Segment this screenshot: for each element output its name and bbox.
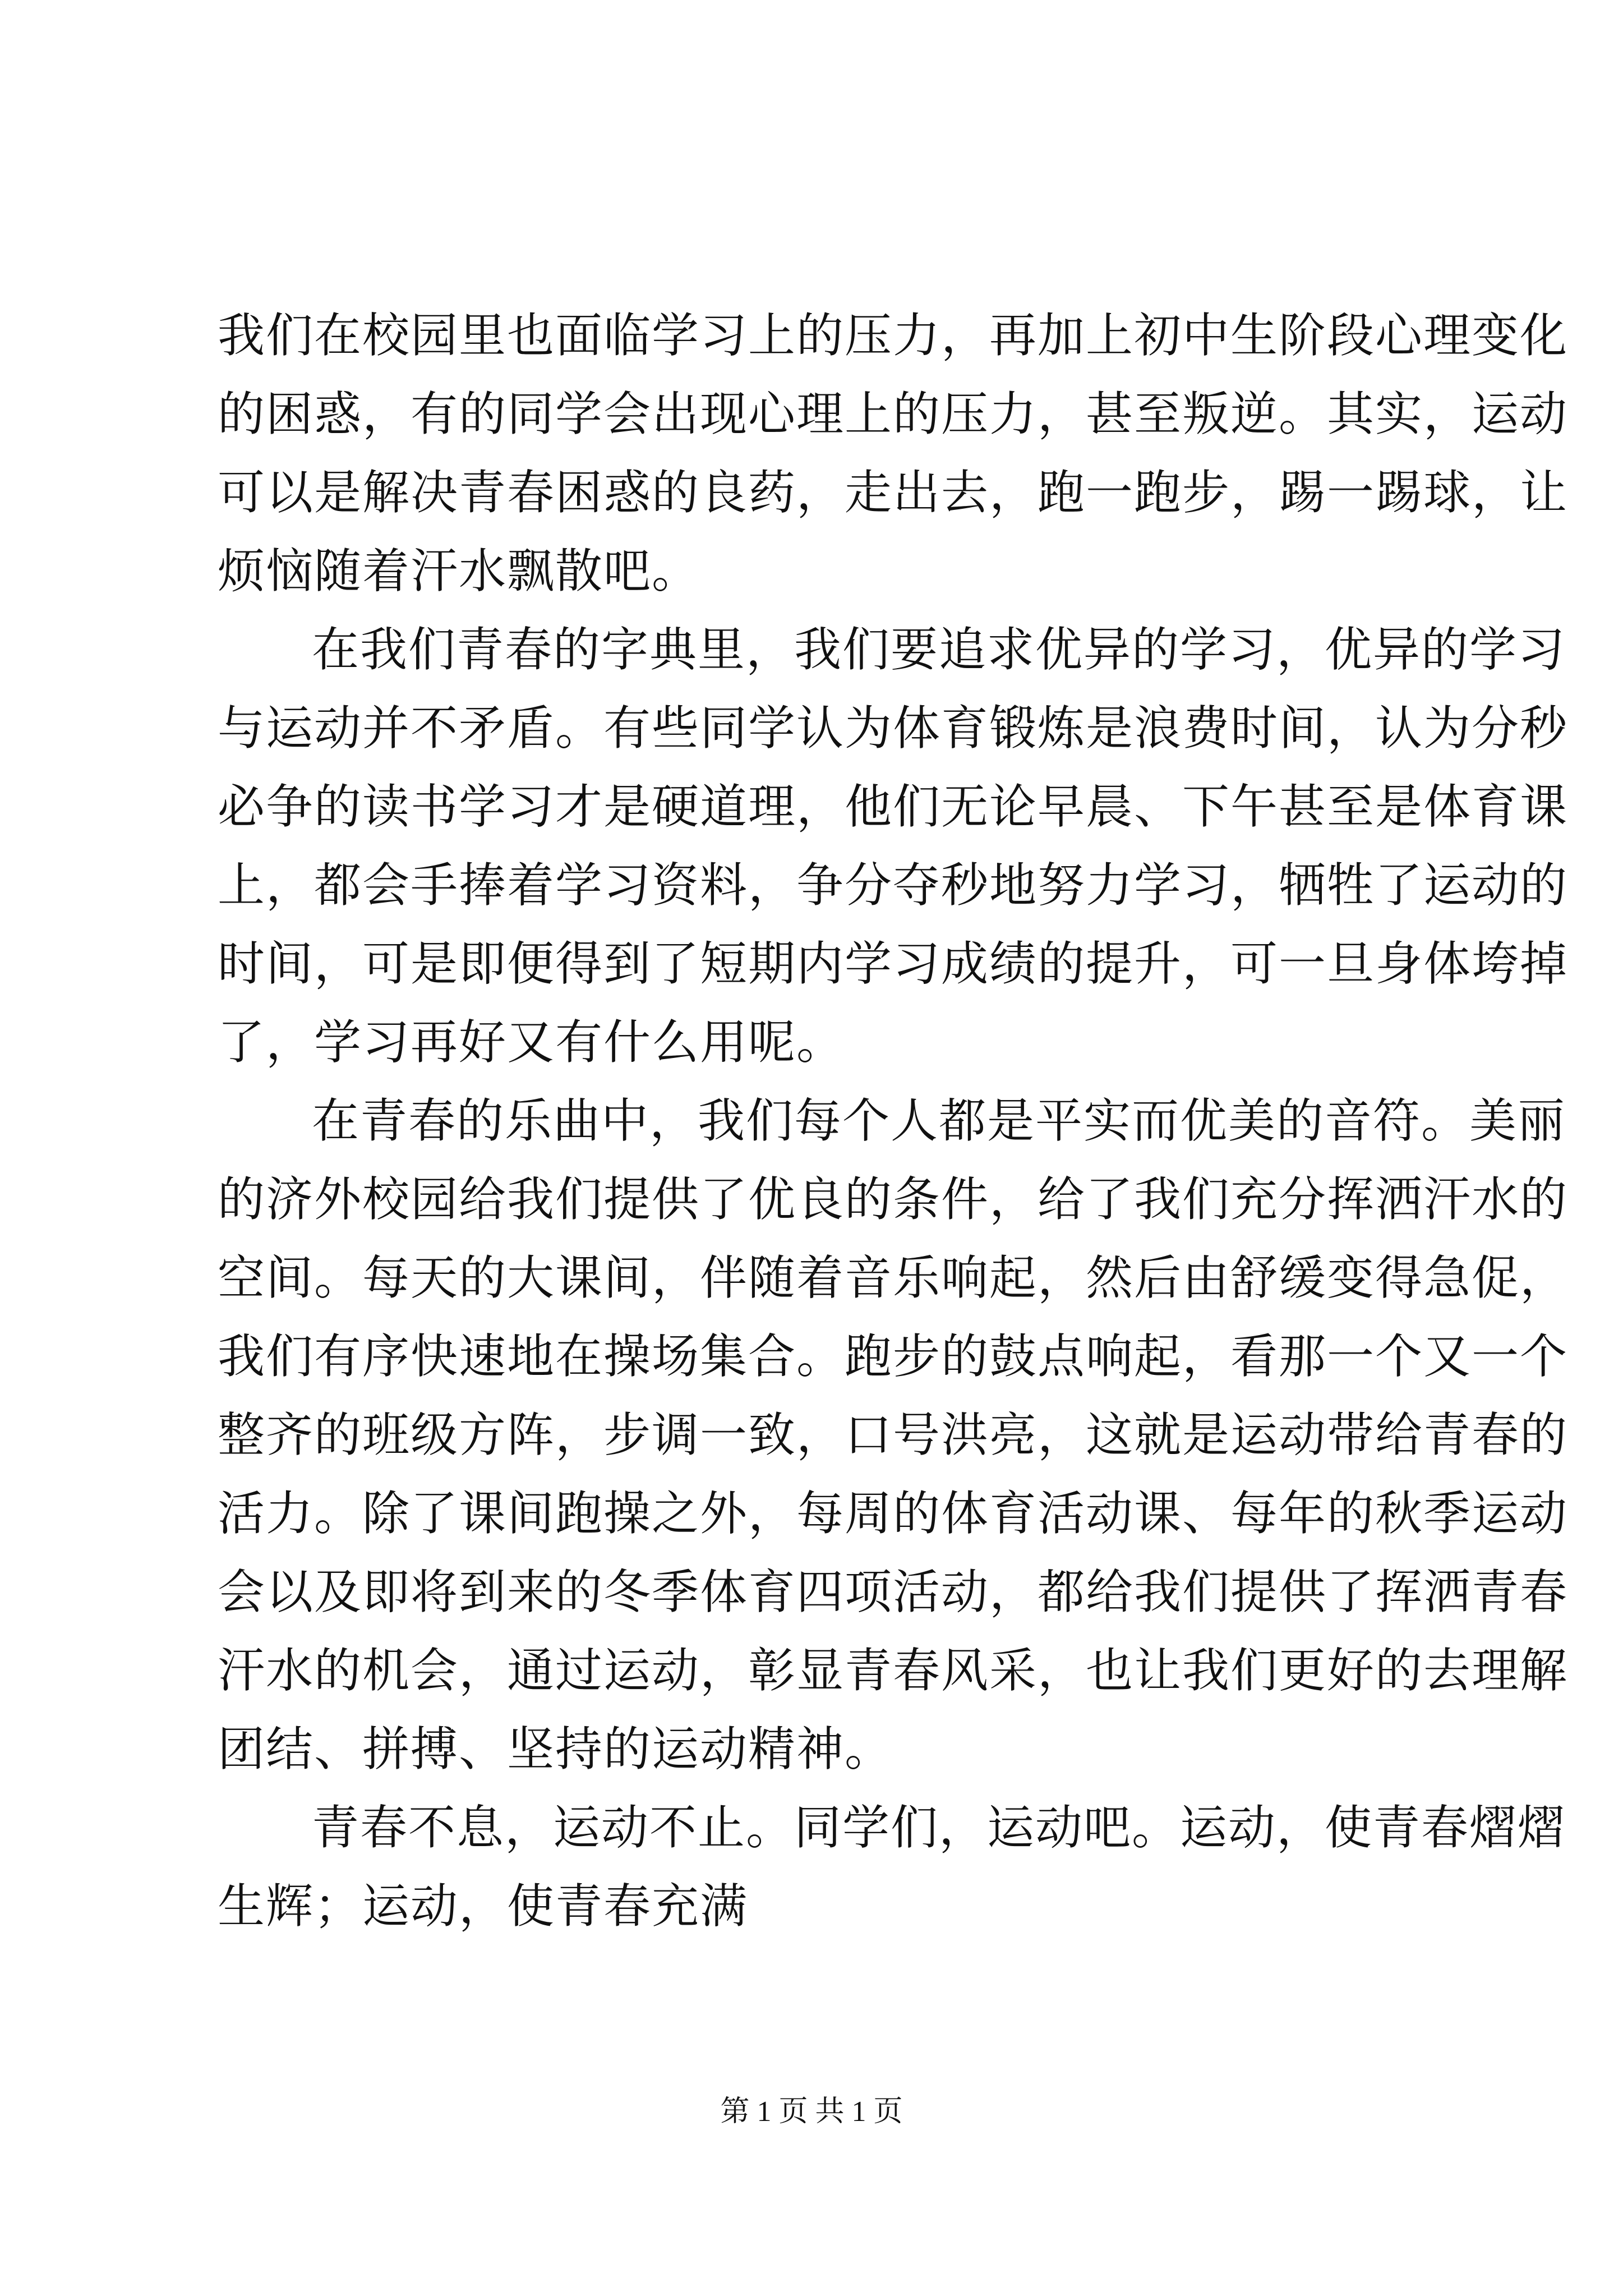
paragraph-line: 空间。每天的大课间，伴随着音乐响起，然后由舒缓变得急促， <box>218 1250 1569 1305</box>
paragraph-line: 时间，可是即便得到了短期内学习成绩的提升，可一旦身体垮掉 <box>218 936 1569 991</box>
paragraph-line: 的济外校园给我们提供了优良的条件，给了我们充分挥洒汗水的 <box>218 1172 1569 1227</box>
paragraph-4 <box>218 1788 1566 1945</box>
paragraph-line: 汗水的机会，通过运动，彰显青春风采，也让我们更好的去理解 <box>218 1643 1569 1698</box>
paragraph-line: 在青春的乐曲中，我们每个人都是平实而优美的音符。美丽 <box>312 1093 1566 1148</box>
page-footer <box>0 2092 1623 2132</box>
paragraph-line: 我们在校园里也面临学习上的压力，再加上初中生阶段心理变化 <box>218 308 1569 363</box>
paragraph-line: 与运动并不矛盾。有些同学认为体育锻炼是浪费时间，认为分秒 <box>218 701 1569 756</box>
paragraph-1 <box>218 296 1569 610</box>
paragraph-line: 青春不息，运动不止。同学们，运动吧。运动，使青春熠熠 <box>312 1800 1566 1855</box>
paragraph-line: 必争的读书学习才是硬道理，他们无论早晨、下午甚至是体育课 <box>218 779 1569 834</box>
paragraph-line: 会以及即将到来的冬季体育四项活动，都给我们提供了挥洒青春 <box>218 1565 1569 1619</box>
paragraph-line: 了，学习再好又有什么用呢。 <box>218 1015 845 1070</box>
paragraph-line: 我们有序快速地在操场集合。跑步的鼓点响起，看那一个又一个 <box>218 1329 1569 1384</box>
paragraph-line: 整齐的班级方阵，步调一致，口号洪亮，这就是运动带给青春的 <box>218 1407 1569 1462</box>
paragraph-line: 活力。除了课间跑操之外，每周的体育活动课、每年的秋季运动 <box>218 1486 1569 1541</box>
paragraph-line: 生辉；运动，使青春充满 <box>218 1879 749 1934</box>
paragraph-line: 上，都会手捧着学习资料，争分夺秒地努力学习，牺牲了运动的 <box>218 858 1569 913</box>
document-body <box>218 296 1569 1945</box>
paragraph-line: 的困惑，有的同学会出现心理上的压力，甚至叛逆。其实，运动 <box>218 386 1569 441</box>
paragraph-line: 在我们青春的字典里，我们要追求优异的学习，优异的学习 <box>312 622 1566 677</box>
paragraph-line: 团结、拼搏、坚持的运动精神。 <box>218 1722 893 1777</box>
paragraph-2 <box>218 610 1569 1082</box>
paragraph-line: 烦恼随着汗水飘散吧。 <box>218 544 700 599</box>
page-number-label: 第 1 页 共 1 页 <box>720 2096 903 2128</box>
paragraph-3 <box>218 1082 1569 1788</box>
paragraph-line: 可以是解决青春困惑的良药，走出去，跑一跑步，踢一踢球，让 <box>218 465 1569 520</box>
